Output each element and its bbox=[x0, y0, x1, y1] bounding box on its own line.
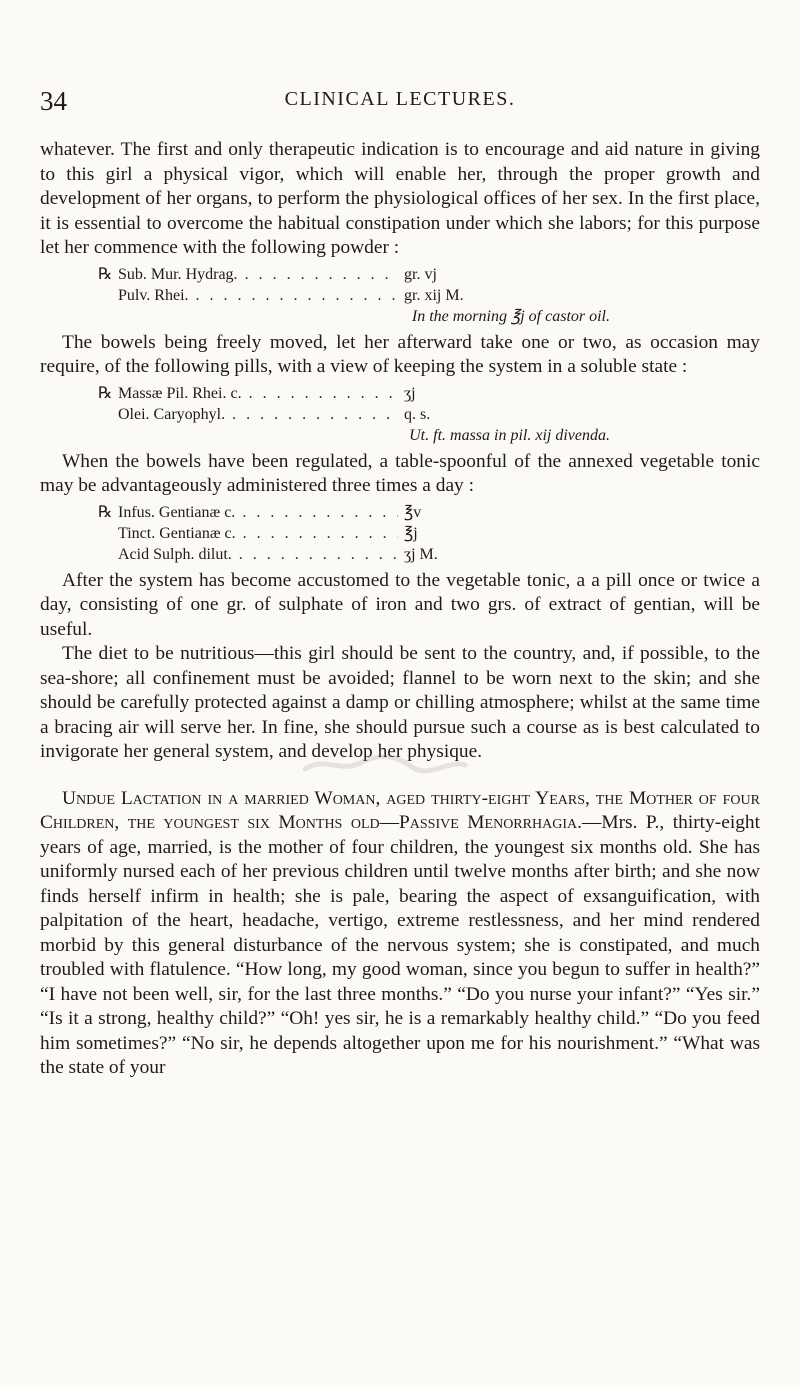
page-header bbox=[40, 86, 760, 116]
prescription-pills bbox=[98, 383, 760, 446]
running-title: CLINICAL LECTURES. bbox=[284, 88, 516, 110]
case-paragraph bbox=[40, 787, 760, 1081]
paragraph-1: whatever. The first and only therapeutic indication is to encourage and aid nature in giving to this girl a physical vigor, which will enable her, through the proper growth and development of her organs, to perform the physiological offices of her sex. In the first place, it is essential to overcome the habitual constipation under which she labors; for this purpose let her commence with the following powder : bbox=[40, 139, 760, 258]
page-number: 34 bbox=[40, 86, 67, 116]
recipe-symbol: ℞ bbox=[98, 503, 113, 521]
rx-drug: Olei. Caryophyl. . . . bbox=[118, 404, 398, 425]
rx-drug: Massæ Pil. Rhei. c. . . . bbox=[118, 383, 398, 404]
rx-line bbox=[98, 523, 760, 544]
rx-line bbox=[98, 383, 760, 404]
rx-line bbox=[98, 404, 760, 425]
rx-dose: gr. xij M. bbox=[404, 286, 464, 304]
rx-drug: Sub. Mur. Hydrag. . . . bbox=[118, 264, 398, 285]
rx-line bbox=[98, 285, 760, 306]
case-body: —Mrs. P., thirty-eight years of age, married, is the mother of four children, the youngest six months old. She has uniformly nursed each of her previous children until twelve months after birth; and she now finds herself infirm in health; she is pale, bearing the aspect of exsanguification, with palpitation of the heart, headache, vertigo, extreme restlessness, and her mind rendered morbid by this general disturbance of the nervous system; she is constipated, and much troubled with flatulence. “How long, my good woman, since you begun to suffer in health?” “I have not been well, sir, for the last three months.” “Do you nurse your infant?” “Yes sir.” “Is it a strong, healthy child?” “Oh! yes sir, he is a remarkably healthy child.” “Do you feed him sometimes?” “No sir, he depends altogether upon me for his nourishment.” “What was the state of your bbox=[40, 812, 760, 1078]
rx-line bbox=[98, 544, 760, 565]
rx-dose: ʒj M. bbox=[404, 545, 438, 563]
recipe-symbol: ℞ bbox=[98, 265, 113, 283]
recipe-symbol: ℞ bbox=[98, 384, 113, 402]
paragraph-2: The bowels being freely moved, let her afterward take one or two, as occasion may require, of the following pills, with a view of keeping the system in a soluble state : bbox=[40, 331, 760, 377]
paragraph-5: The diet to be nutritious—this girl should be sent to the country, and, if possible, to the sea-shore; all confinement must be avoided; flannel to be worn next to the skin; and she should be carefully protected against a damp or chilling atmosphere; whilst at the same time a bracing air will serve her. In fine, she should pursue such a course as is best calculated to invigorate her general system, and develop her physique. bbox=[40, 643, 760, 762]
page-body bbox=[40, 138, 760, 1081]
rx-drug: Infus. Gentianæ c. . . . bbox=[118, 502, 398, 523]
rx-dose: q. s. bbox=[404, 405, 431, 423]
rx-line bbox=[98, 502, 760, 523]
rx-dose: ℥j bbox=[404, 524, 418, 542]
rx-drug: Acid Sulph. dilut. . . . bbox=[118, 544, 398, 565]
prescription-tonic bbox=[98, 502, 760, 565]
case-heading: Undue Lactation in a married Woman, aged thirty-eight Years, the Mother of four Children, the youngest six Months old—Passive Menorrhagia. bbox=[40, 787, 760, 833]
rx-drug: Pulv. Rhei. . . . bbox=[118, 285, 398, 306]
rx-line bbox=[98, 264, 760, 285]
rx-note: In the morning ℥j of castor oil. bbox=[411, 307, 610, 325]
rx-dose: ʒj bbox=[404, 384, 416, 402]
rx-dose: ℥v bbox=[404, 503, 422, 521]
paragraph-4: After the system has become accustomed to the vegetable tonic, a a pill once or twice a day, consisting of one gr. of sulphate of iron and two grs. of extract of gentian, will be useful. bbox=[40, 569, 760, 640]
rx-dose: gr. vj bbox=[404, 265, 437, 283]
rx-drug: Tinct. Gentianæ c. . . . bbox=[118, 523, 398, 544]
paragraph-3: When the bowels have been regulated, a table-spoonful of the annexed vegetable tonic may be advantageously administered three times a day : bbox=[40, 450, 760, 496]
rx-note: Ut. ft. massa in pil. xij divenda. bbox=[409, 426, 610, 444]
ink-stain-decoration bbox=[300, 753, 470, 775]
prescription-powder bbox=[98, 264, 760, 327]
